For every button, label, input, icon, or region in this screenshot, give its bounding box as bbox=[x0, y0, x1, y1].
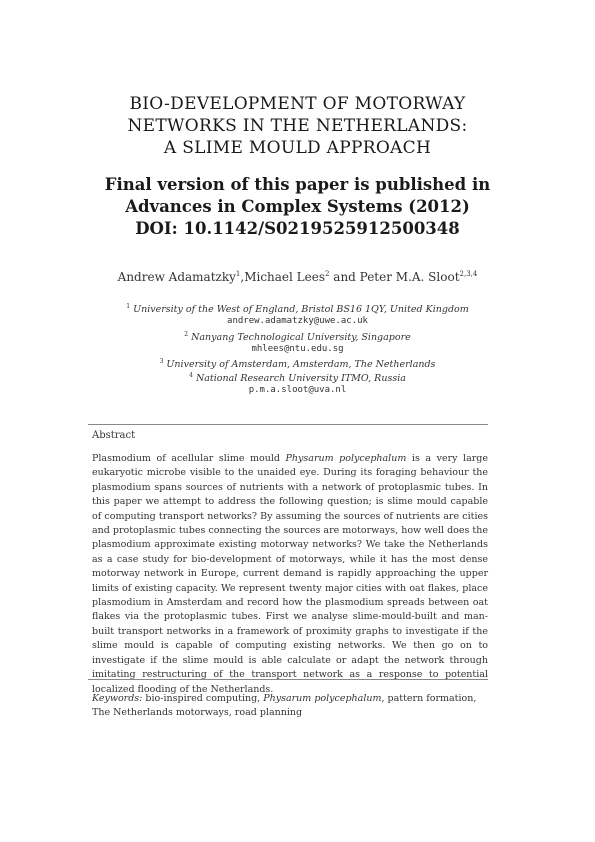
publication-note-line: Final version of this paper is published in bbox=[104, 175, 491, 194]
species-name: Physarum polycephalum bbox=[285, 453, 407, 464]
author-name: Andrew Adamatzky bbox=[117, 270, 236, 284]
affiliation-mark: 3 bbox=[159, 358, 164, 365]
affiliation-name: University of the West of England, Bristol BS16 1QY, United Kingdom bbox=[133, 304, 469, 316]
abstract-heading: Abstract bbox=[92, 430, 136, 441]
species-name: Physarum polycephalum bbox=[263, 693, 382, 704]
affiliation-mark: 4 bbox=[189, 372, 193, 379]
publication-note bbox=[0, 174, 595, 240]
title-line: BIO-DEVELOPMENT OF MOTORWAY bbox=[129, 94, 466, 114]
title-line: NETWORKS IN THE NETHERLANDS: bbox=[127, 116, 468, 136]
author-list bbox=[0, 270, 595, 284]
author-email: mhlees@ntu.edu.sg bbox=[251, 344, 344, 354]
keywords-label: Keywords: bbox=[92, 693, 143, 704]
publication-note-line: Advances in Complex Systems (2012) bbox=[125, 197, 470, 216]
doi-line: DOI: 10.1142/S0219525912500348 bbox=[135, 219, 460, 238]
author-email: p.m.a.sloot@uva.nl bbox=[248, 385, 347, 395]
abstract-top-rule bbox=[88, 424, 488, 425]
author-affiliation-mark: 1 bbox=[235, 270, 241, 278]
keywords bbox=[92, 692, 488, 721]
abstract-bottom-rule bbox=[88, 679, 488, 680]
affiliation-name: Nanyang Technological University, Singapore bbox=[191, 332, 411, 344]
keywords-text: , pattern formation, The Netherlands motorways, road planning bbox=[92, 693, 477, 719]
abstract-body bbox=[92, 452, 488, 697]
author-separator: , bbox=[240, 270, 245, 284]
author-email: andrew.adamatzky@uwe.ac.uk bbox=[227, 316, 368, 326]
keywords-text: bio-inspired computing, bbox=[142, 693, 264, 704]
paper-title bbox=[0, 93, 595, 159]
abstract-text: Plasmodium of acellular slime mould bbox=[92, 453, 286, 464]
author-affiliation-mark: 2 bbox=[325, 270, 330, 278]
author-conjunction: and bbox=[329, 270, 360, 284]
title-line: A SLIME MOULD APPROACH bbox=[163, 138, 432, 158]
affiliation-mark: 2 bbox=[184, 331, 189, 338]
abstract-text: is a very large eukaryotic microbe visible to the unaided eye. During its foraging behaviour the plasmodium spans sources of nutrients with a network of protoplasmic tubes. In this paper we attempt to address the following question; is slime mould capable of computing transport networks? By assuming the sources of nutrients are cities and protoplasmic tubes connecting the sources are motorways, how well does the plasmodium approximate existing motorway networks? We take the Netherlands as a case study for bio-development of motorways, while it has the most dense motorway network in Europe, current demand is rapidly approaching the upper limits of existing capacity. We represent twenty major cities with oat flakes, place plasmodium in Amsterdam and record how the plasmodium spreads between oat flakes via the protoplasmic tubes. First we analyse slime-mould-built and man-built transport networks in a framework of proximity graphs to investigate if the slime mould is capable of computing existing networks. We then go on to investigate if the slime mould is able calculate or adapt the network through imitating restructuring of the transport network as a response to potential localized flooding of the Netherlands. bbox=[92, 453, 488, 695]
author-name: Michael Lees bbox=[244, 270, 325, 284]
affiliation-name: National Research University ITMO, Russia bbox=[195, 373, 406, 385]
author-name: Peter M.A. Sloot bbox=[359, 270, 460, 284]
affiliation-mark: 1 bbox=[126, 303, 131, 310]
affiliation-name: University of Amsterdam, Amsterdam, The Netherlands bbox=[166, 359, 436, 371]
author-affiliation-mark: 2,3,4 bbox=[459, 270, 478, 278]
